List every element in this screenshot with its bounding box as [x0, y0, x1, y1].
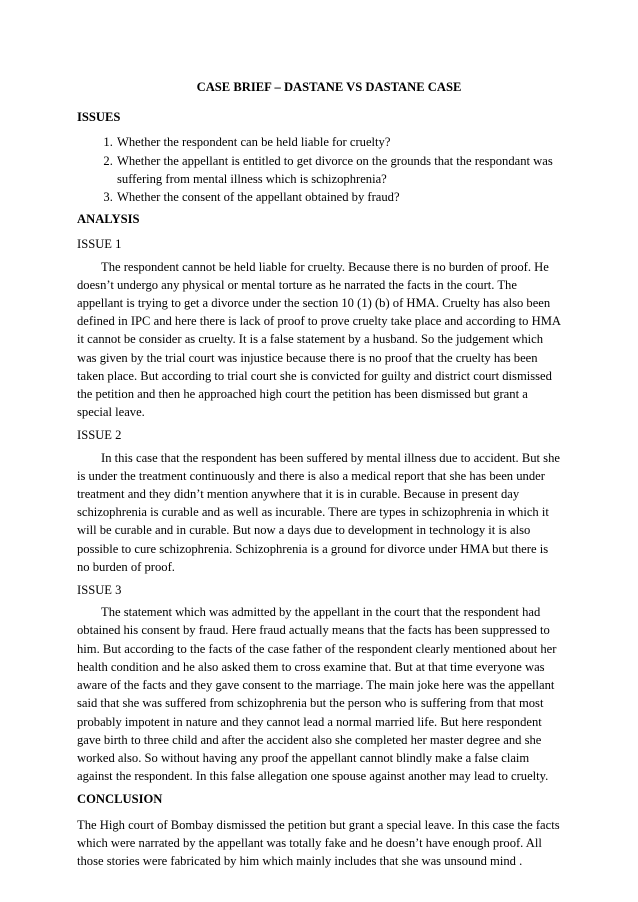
issue-item: 3. Whether the consent of the appellant obtained by fraud? — [116, 188, 563, 206]
issue-item: 1. Whether the respondent can be held liable for cruelty? — [116, 133, 563, 151]
document-body — [77, 78, 563, 870]
issue-2-paragraph: In this case that the respondent has been suffered by mental illness due to accident. But she is under the treatment continuously and there is also a medical report that she has been under treatment and they didn’t mention anywhere that it is in curable. Because in present day schizophrenia is curable and as well as incurable. There are types in schizophrenia in which it will be curable and in curable. But now a days due to development in technology it is also possible to cure schizophrenia. Schizophrenia is a ground for divorce under HMA but there is no burden of proof. — [77, 450, 560, 574]
issue-2-label: ISSUE 2 — [77, 428, 122, 443]
conclusion-paragraph: The High court of Bombay dismissed the petition but grant a special leave. In this case the facts which were narrated by the appellant was totally fake and he doesn’t have enough proof. All those stories were fabricated by him which mainly includes that she was unsound mind . — [77, 817, 560, 868]
issue-3-paragraph: The statement which was admitted by the appellant in the court that the respondent had obtained his consent by fraud. Here fraud actually means that the facts has been suppressed to him. But according to the facts of the case father of the respondent clearly mentioned about her health condition and he also asked them to cross examine that. But at that time everyone was aware of the facts and they gave consent to the marriage. The main joke here was the appellant said that she was suffered from schizophrenia but the person who is suffering from that most probably impotent in nature and they cannot lead a normal married life. But here respondent gave birth to three child and after the accident also she completed her master degree and she worked also. So without having any proof the appellant cannot blindly make a false claim against the respondent. In this false allegation one spouse against another may lead to cruelty. — [77, 605, 557, 784]
issues-heading: ISSUES — [77, 110, 121, 125]
issue-3-label: ISSUE 3 — [77, 583, 122, 598]
conclusion-heading: CONCLUSION — [77, 792, 163, 807]
analysis-heading: ANALYSIS — [77, 212, 140, 227]
issue-1-label: ISSUE 1 — [77, 237, 122, 252]
issue-1-paragraph: The respondent cannot be held liable for cruelty. Because there is no burden of proof. He doesn’t undergo any physical or mental torture as he narrated the facts in the court. The appellant is trying to get a divorce under the section 10 (1) (b) of HMA. Cruelty has also been defined in IPC and here there is lack of proof to prove cruelty take place and according to HMA it cannot be consider as cruelty. It is a false statement by a husband. So the judgement which was given by the trial court was injustice because there is no proof that the cruelty has been taken place. But according to trial court she is convicted for guilty and district court dismissed the petition and then he approached high court the petition has been dismissed but grant a special leave. — [77, 259, 561, 420]
issue-item: 2. Whether the appellant is entitled to get divorce on the grounds that the respondant was suffering from mental illness which is schizophrenia? — [116, 152, 563, 188]
issues-list — [77, 133, 563, 206]
document-title: CASE BRIEF – DASTANE VS DASTANE CASE — [196, 80, 462, 94]
